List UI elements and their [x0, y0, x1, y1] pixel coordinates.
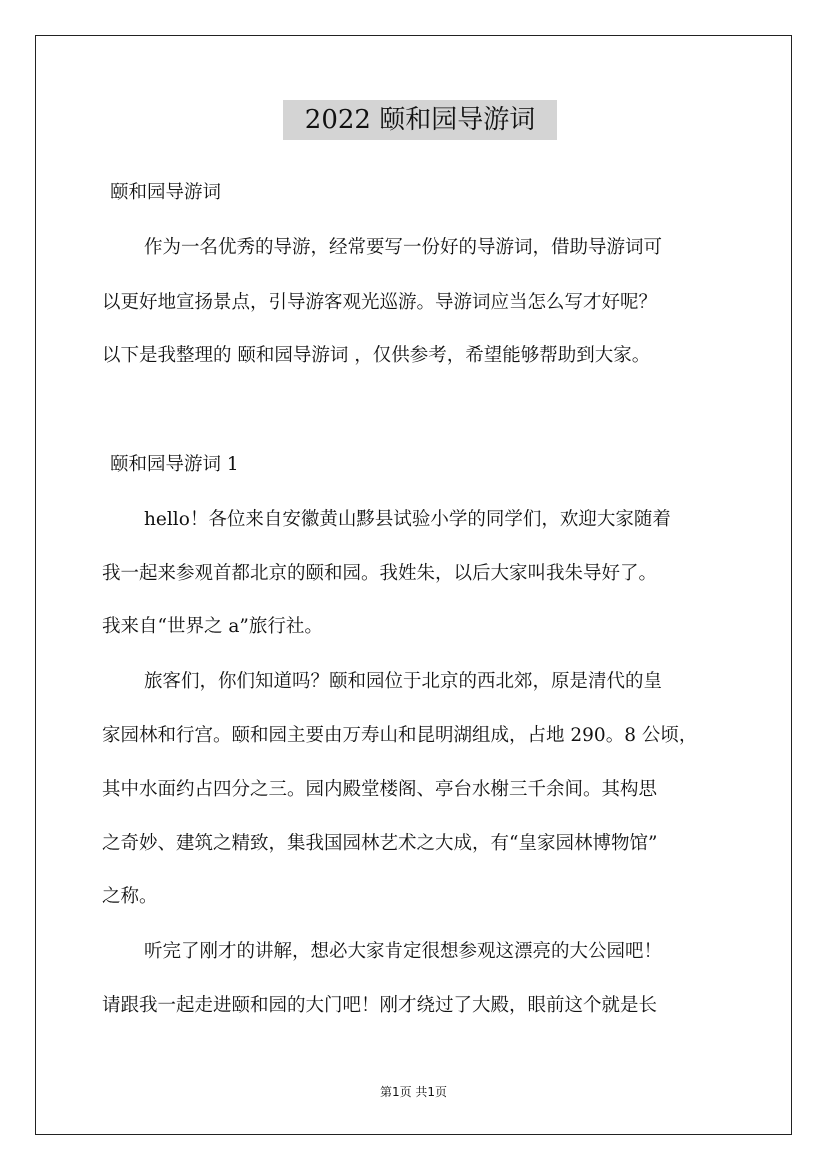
document-title: 2022 颐和园导游词 [283, 100, 557, 140]
paragraph-line: 旅客们，你们知道吗？颐和园位于北京的西北郊，原是清代的皇 [144, 671, 663, 692]
paragraph-line: 作为一名优秀的导游，经常要写一份好的导游词，借助导游词可 [144, 237, 663, 258]
paragraph-line: hello！各位来自安徽黄山黟县试验小学的同学们，欢迎大家随着 [144, 509, 671, 530]
paragraph-line: 我一起来参观首都北京的颐和园。我姓朱，以后大家叫我朱导好了。 [102, 563, 658, 584]
section-heading: 颐和园导游词 1 [110, 454, 239, 475]
paragraph-line: 听完了刚才的讲解，想必大家肯定很想参观这漂亮的大公园吧！ [144, 941, 663, 962]
paragraph-line: 以下是我整理的 颐和园导游词 ，仅供参考，希望能够帮助到大家。 [102, 345, 651, 366]
paragraph-line: 请跟我一起走进颐和园的大门吧！刚才绕过了大殿，眼前这个就是长 [102, 995, 658, 1016]
section-heading: 颐和园导游词 [110, 182, 222, 203]
paragraph-line: 我来自“世界之 a”旅行社。 [102, 616, 323, 637]
paragraph-line: 之称。 [102, 886, 158, 907]
paragraph-line: 以更好地宣扬景点，引导游客观光巡游。导游词应当怎么写才好呢？ [102, 292, 658, 313]
paragraph-line: 其中水面约占四分之三。园内殿堂楼阁、亭台水榭三千余间。其构思 [102, 779, 658, 800]
paragraph-line: 家园林和行宫。颐和园主要由万寿山和昆明湖组成，占地 290。8 公顷， [102, 725, 698, 746]
page-footer: 第1页 共1页 [379, 1085, 448, 1099]
paragraph-line: 之奇妙、建筑之精致，集我国园林艺术之大成，有“皇家园林博物馆” [102, 833, 658, 854]
